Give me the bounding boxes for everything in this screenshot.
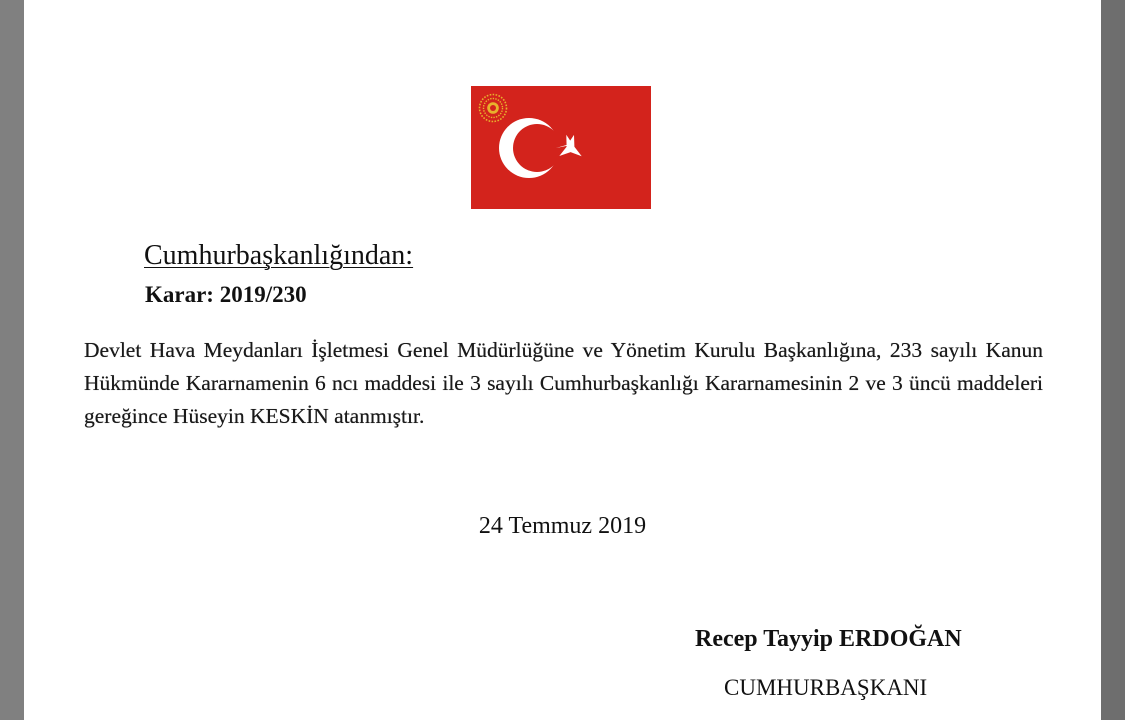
turkish-flag-image <box>471 86 651 209</box>
document-page <box>24 0 1101 720</box>
left-margin-strip <box>0 0 24 720</box>
signer-name: Recep Tayyip ERDOĞAN <box>695 626 962 652</box>
right-margin-strip <box>1101 0 1125 720</box>
decision-number: Karar: 2019/230 <box>145 282 307 307</box>
decision-body-paragraph: Devlet Hava Meydanları İşletmesi Genel Müdürlüğüne ve Yönetim Kurulu Başkanlığına, 233 sayılı Kanun Hükmünde Kararnamenin 6 ncı maddesi ile 3 sayılı Cumhurbaşkanlığı Kararnamesinin 2 ve 3 üncü maddeleri gereğince Hüseyin KESKİN atanmıştır. <box>84 338 1043 428</box>
decision-date: 24 Temmuz 2019 <box>478 513 647 539</box>
decision-date-line <box>24 513 1101 540</box>
signer-title: CUMHURBAŞKANI <box>724 675 928 700</box>
issuing-authority-heading: Cumhurbaşkanlığından: <box>144 240 414 271</box>
